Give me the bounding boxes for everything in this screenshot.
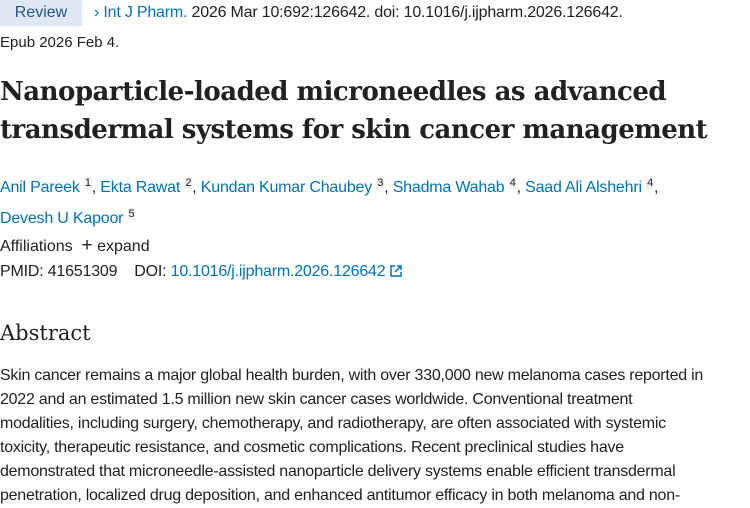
abstract-text (0, 364, 703, 508)
author-link[interactable]: Saad Ali Alshehri (525, 179, 642, 196)
abstract-line: penetration, localized drug deposition, and enhanced antitumor efficacy in both melanoma and non- (0, 487, 680, 504)
abstract-line: 2022 and an estimated 1.5 million new skin cancer cases worldwide. Conventional treatment (0, 391, 633, 408)
doi-label: DOI: (134, 263, 167, 280)
author-link[interactable]: Shadma Wahab (392, 179, 505, 196)
journal-link[interactable]: Int J Pharm. (103, 4, 188, 21)
abstract-heading: Abstract (0, 321, 91, 345)
affiliation-ref[interactable]: 3 (377, 177, 384, 189)
pmid-label: PMID: (0, 263, 44, 280)
doi-link[interactable] (171, 263, 402, 280)
abstract-line: toxicity, therapeutic resistance, and cosmetic complications. Recent preclinical studies have (0, 439, 624, 456)
affiliation-ref[interactable]: 5 (128, 208, 135, 220)
chevron-right-icon: › (94, 4, 100, 21)
author-link[interactable]: Anil Pareek (0, 179, 80, 196)
doi-value: 10.1016/j.ijpharm.2026.126642 (170, 263, 386, 280)
page-title (0, 73, 707, 149)
abstract-line: demonstrated that microneedle-assisted nanoparticle delivery systems enable efficient transdermal (0, 463, 676, 480)
citation-details: 2026 Mar 10:692:126642. doi: 10.1016/j.ijpharm.2026.126642. (191, 4, 623, 21)
title-line: Nanoparticle-loaded microneedles as advanced (0, 77, 667, 107)
expand-affiliations-button[interactable] (81, 235, 150, 256)
author-link[interactable]: Ekta Rawat (100, 179, 181, 196)
author-list: Anil Pareek $^1$, Ekta Rawat $^2$, Kundan Kumar Chaubey $^3$, Shadma Wahab $^4$, Saad Ali Alshehri $^4$, Devesh U Kapoor $^5$ (0, 177, 659, 227)
author-link[interactable]: Devesh U Kapoor (0, 210, 124, 227)
epub-date: Epub 2026 Feb 4. (0, 34, 120, 51)
affiliations-row (0, 235, 150, 257)
affiliation-ref[interactable]: 2 (185, 177, 192, 189)
abstract-line: Skin cancer remains a major global health burden, with over 330,000 new melanoma cases reported in (0, 367, 704, 384)
plus-icon: + (81, 235, 93, 256)
affiliations-label: Affiliations (0, 238, 73, 255)
abstract-line: modalities, including surgery, chemotherapy, and radiotherapy, are often associated with systemic (0, 415, 666, 432)
identifiers (0, 263, 402, 281)
citation (94, 4, 623, 22)
author-link[interactable]: Kundan Kumar Chaubey (200, 179, 373, 196)
title-line: transdermal systems for skin cancer management (0, 115, 708, 145)
external-link-icon (390, 265, 402, 277)
affiliation-ref[interactable]: 4 (647, 177, 653, 189)
affiliation-ref[interactable]: 1 (84, 177, 91, 189)
affiliation-ref[interactable]: 4 (509, 177, 516, 189)
pmid-value: 41651309 (47, 263, 118, 280)
expand-label: expand (97, 238, 150, 255)
article-type-badge: Review (0, 0, 82, 26)
